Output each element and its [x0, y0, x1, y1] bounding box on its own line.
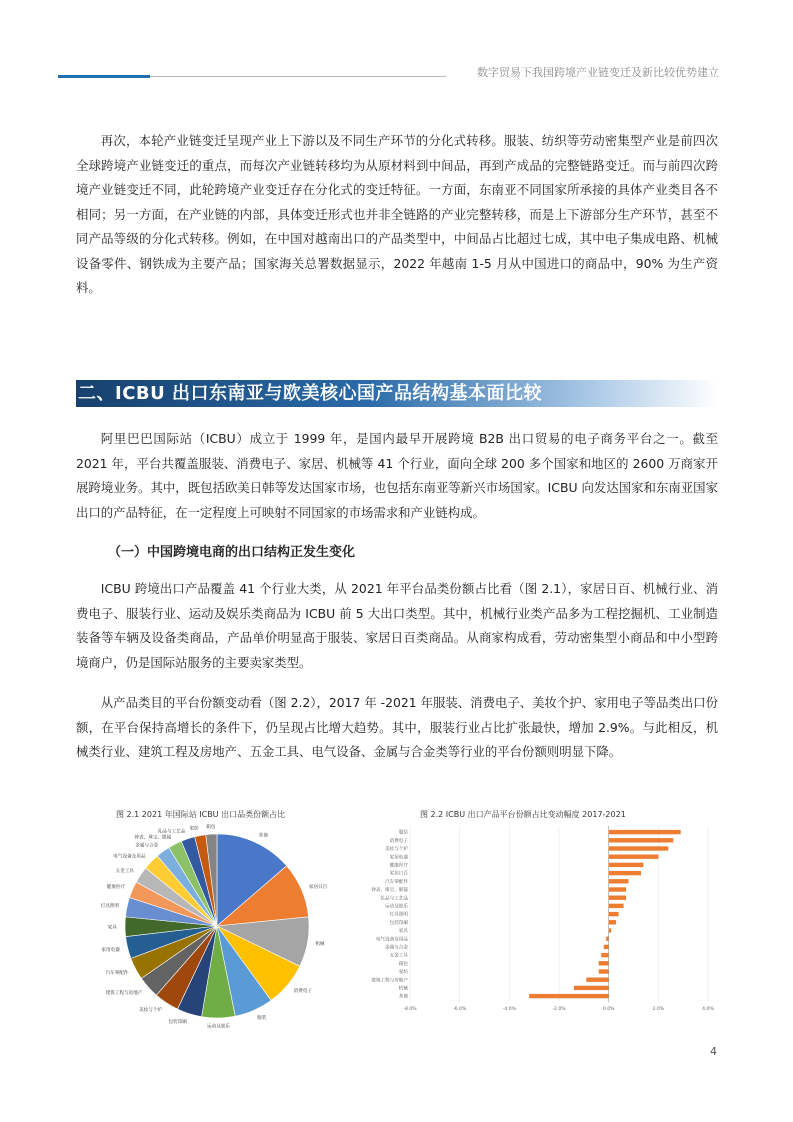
category-label-14: 金属与合金: [385, 945, 408, 951]
pie-label-15: 电气设备及用品: [113, 854, 146, 860]
category-label-10: 灯具照明: [389, 912, 408, 918]
section-heading: 二、ICBU 出口东南亚与欧美核心国产品结构基本面比较: [78, 383, 543, 404]
pie-label-17: 钟表、珠宝、眼镜: [134, 835, 172, 841]
bar-chart: [358, 820, 718, 1020]
x-tick-label-6: 4.0%: [702, 1007, 714, 1013]
bar-12: [609, 928, 611, 932]
bar-20: [529, 994, 608, 998]
pie-chart: [96, 818, 346, 1038]
page-number: 4: [710, 1045, 717, 1058]
pie-label-19: 家纺: [189, 826, 199, 832]
bar-0: [609, 830, 681, 834]
category-label-17: 家纺: [398, 970, 408, 976]
pie-label-2: 机械: [315, 942, 325, 948]
category-label-4: 健康医疗: [389, 863, 408, 869]
category-label-12: 家具: [398, 929, 408, 935]
header-rule: [150, 76, 446, 77]
bar-10: [609, 912, 619, 916]
pie-label-14: 五金工具: [115, 868, 134, 874]
pie-label-20: 箱包: [206, 824, 216, 830]
paragraph-4: 从产品类目的平台份额变动看（图 2.2），2017 年 -2021 年服装、消费电子、美妆个护、家用电子等品类出口份额，在平台保持高增长的条件下，仍呈现占比增大趋势。其中，服装行业占比扩张最快，增加 2.9%。与此相反，机械类行业、建筑工程及房地产、五金工具、电气设备、金属与合金类等行业的平台份额则明显下降。: [76, 695, 718, 759]
x-tick-label-5: 2.0%: [652, 1007, 665, 1013]
category-label-7: 钟表、珠宝、眼镜: [371, 888, 408, 894]
running-header: 数字贸易下我国跨境产业链变迁及新比较优势建立: [477, 66, 719, 79]
pie-label-5: 运动及娱乐: [207, 1024, 231, 1030]
bar-2: [609, 846, 669, 850]
bar-14: [604, 945, 609, 949]
pie-label-4: 服装: [257, 1016, 267, 1022]
pie-label-6: 包装印刷: [168, 1019, 187, 1025]
category-label-2: 美妆与个护: [385, 847, 408, 853]
x-tick-label-1: -6.0%: [452, 1007, 467, 1013]
pie-label-11: 家具: [107, 925, 117, 931]
paragraph-3: ICBU 跨境出口产品覆盖 41 个行业大类，从 2021 年平台品类份额占比看（图 2.1），家居日百、机械行业、消费电子、服装行业、运动及娱乐类商品为 ICBU 前 5 大出口类型。其中，机械行业类产品多为工程挖掘机、工业制造装备等车辆及设备类商品，产品单价明显高于服装、家居日百类商品。从商家构成看，劳动密集型小商品和中小型跨境商户，仍是国际站服务的主要卖家类型。: [76, 581, 718, 670]
bar-16: [599, 961, 609, 965]
bar-15: [601, 953, 608, 957]
bar-5: [609, 871, 641, 875]
category-label-11: 包装印刷: [389, 920, 408, 926]
pie-label-12: 灯具照明: [100, 904, 120, 910]
bar-1: [609, 838, 674, 842]
paragraph-1: 再次，本轮产业链变迁呈现产业上下游以及不同生产环节的分化式转移。服装、纺织等劳动密集型产业是前四次全球跨境产业链变迁的重点，而每次产业链转移均为从原材料到中间品，再到产成品的完整链路变迁。而与前四次跨境产业链变迁不同，此轮跨境产业变迁存在分化式的变迁特征。一方面，东南亚不同国家所承接的具体产业类目各不相同；另一方面，在产业链的内部，具体变迁形式也并非全链路的产业完整转移，而是上下游部分生产环节，甚至不同产品等级的分化式转移。例如，在中国对越南出口的产品类型中，中间品占比超过七成，其中电子集成电路、机械设备零件、钢铁成为主要产品；国家海关总署数据显示，2022 年越南 1-5 月从中国进口的商品中，90% 为生产资料。: [76, 133, 718, 295]
category-label-15: 五金工具: [389, 953, 408, 959]
category-label-6: 汽车零配件: [385, 879, 408, 885]
category-label-1: 消费电子: [389, 838, 408, 844]
pie-label-1: 家居日百: [308, 885, 328, 891]
pie-label-9: 汽车零配件: [105, 971, 129, 977]
category-label-9: 运动及娱乐: [385, 904, 408, 910]
bar-3: [609, 855, 659, 859]
x-tick-label-2: -4.0%: [502, 1007, 517, 1013]
x-tick-label-0: -8.0%: [403, 1007, 417, 1013]
x-tick-label-3: -2.0%: [552, 1007, 566, 1013]
bar-6: [609, 879, 629, 883]
bar-18: [586, 978, 608, 982]
bar-17: [599, 969, 609, 973]
bar-11: [609, 920, 616, 924]
category-label-18: 建筑工程与房地产: [371, 978, 408, 984]
pie-label-7: 美妆与个护: [139, 1008, 162, 1014]
pie-label-16: 金属与合金: [135, 843, 159, 849]
bar-7: [609, 887, 626, 891]
pie-label-10: 家用电器: [101, 948, 120, 954]
pie-label-8: 建筑工程与房地产: [105, 991, 143, 997]
pie-label-0: 其他: [258, 833, 268, 839]
figure-1-caption: 图 2.1 2021 年国际站 ICBU 出口品类份额占比: [116, 810, 286, 819]
bar-9: [609, 904, 624, 908]
category-label-16: 箱包: [398, 961, 408, 967]
paragraph-2: 阿里巴巴国际站（ICBU）成立于 1999 年，是国内最早开展跨境 B2B 出口贸易的电子商务平台之一。截至 2021 年，平台共覆盖服装、消费电子、家居、机械等 41 个行业，面向全球 200 多个国家和地区的 2600 万商家开展跨境业务。其中，既包括欧美日韩等发达国家市场，也包括东南亚等新兴市场国家。ICBU 向发达国家和东南亚国家出口的产品特征，在一定程度上可映射不同国家的市场需求和产业链构成。: [76, 431, 718, 520]
bar-19: [574, 986, 609, 990]
x-tick-label-4: 0.0%: [602, 1007, 615, 1013]
pie-label-18: 礼品与工艺品: [157, 829, 186, 835]
bar-8: [609, 896, 626, 900]
category-label-19: 机械: [398, 986, 408, 992]
category-label-0: 服装: [398, 830, 408, 836]
figure-2-caption: 图 2.2 ICBU 出口产品平台份额占比变动幅度 2017-2021: [420, 810, 626, 819]
bar-4: [609, 863, 644, 867]
pie-label-3: 消费电子: [293, 988, 313, 994]
category-label-13: 电气设备及用品: [375, 937, 408, 943]
category-label-20: 其他: [398, 994, 408, 1000]
category-label-3: 家用电器: [389, 855, 408, 861]
bar-13: [606, 937, 608, 941]
category-label-8: 礼品与工艺品: [380, 896, 408, 902]
category-label-5: 家居日百: [389, 871, 408, 877]
header-accent-line: [58, 75, 150, 78]
pie-label-13: 健康医疗: [106, 885, 126, 891]
subsection-heading: （一）中国跨境电商的出口结构正发生变化: [108, 545, 356, 560]
